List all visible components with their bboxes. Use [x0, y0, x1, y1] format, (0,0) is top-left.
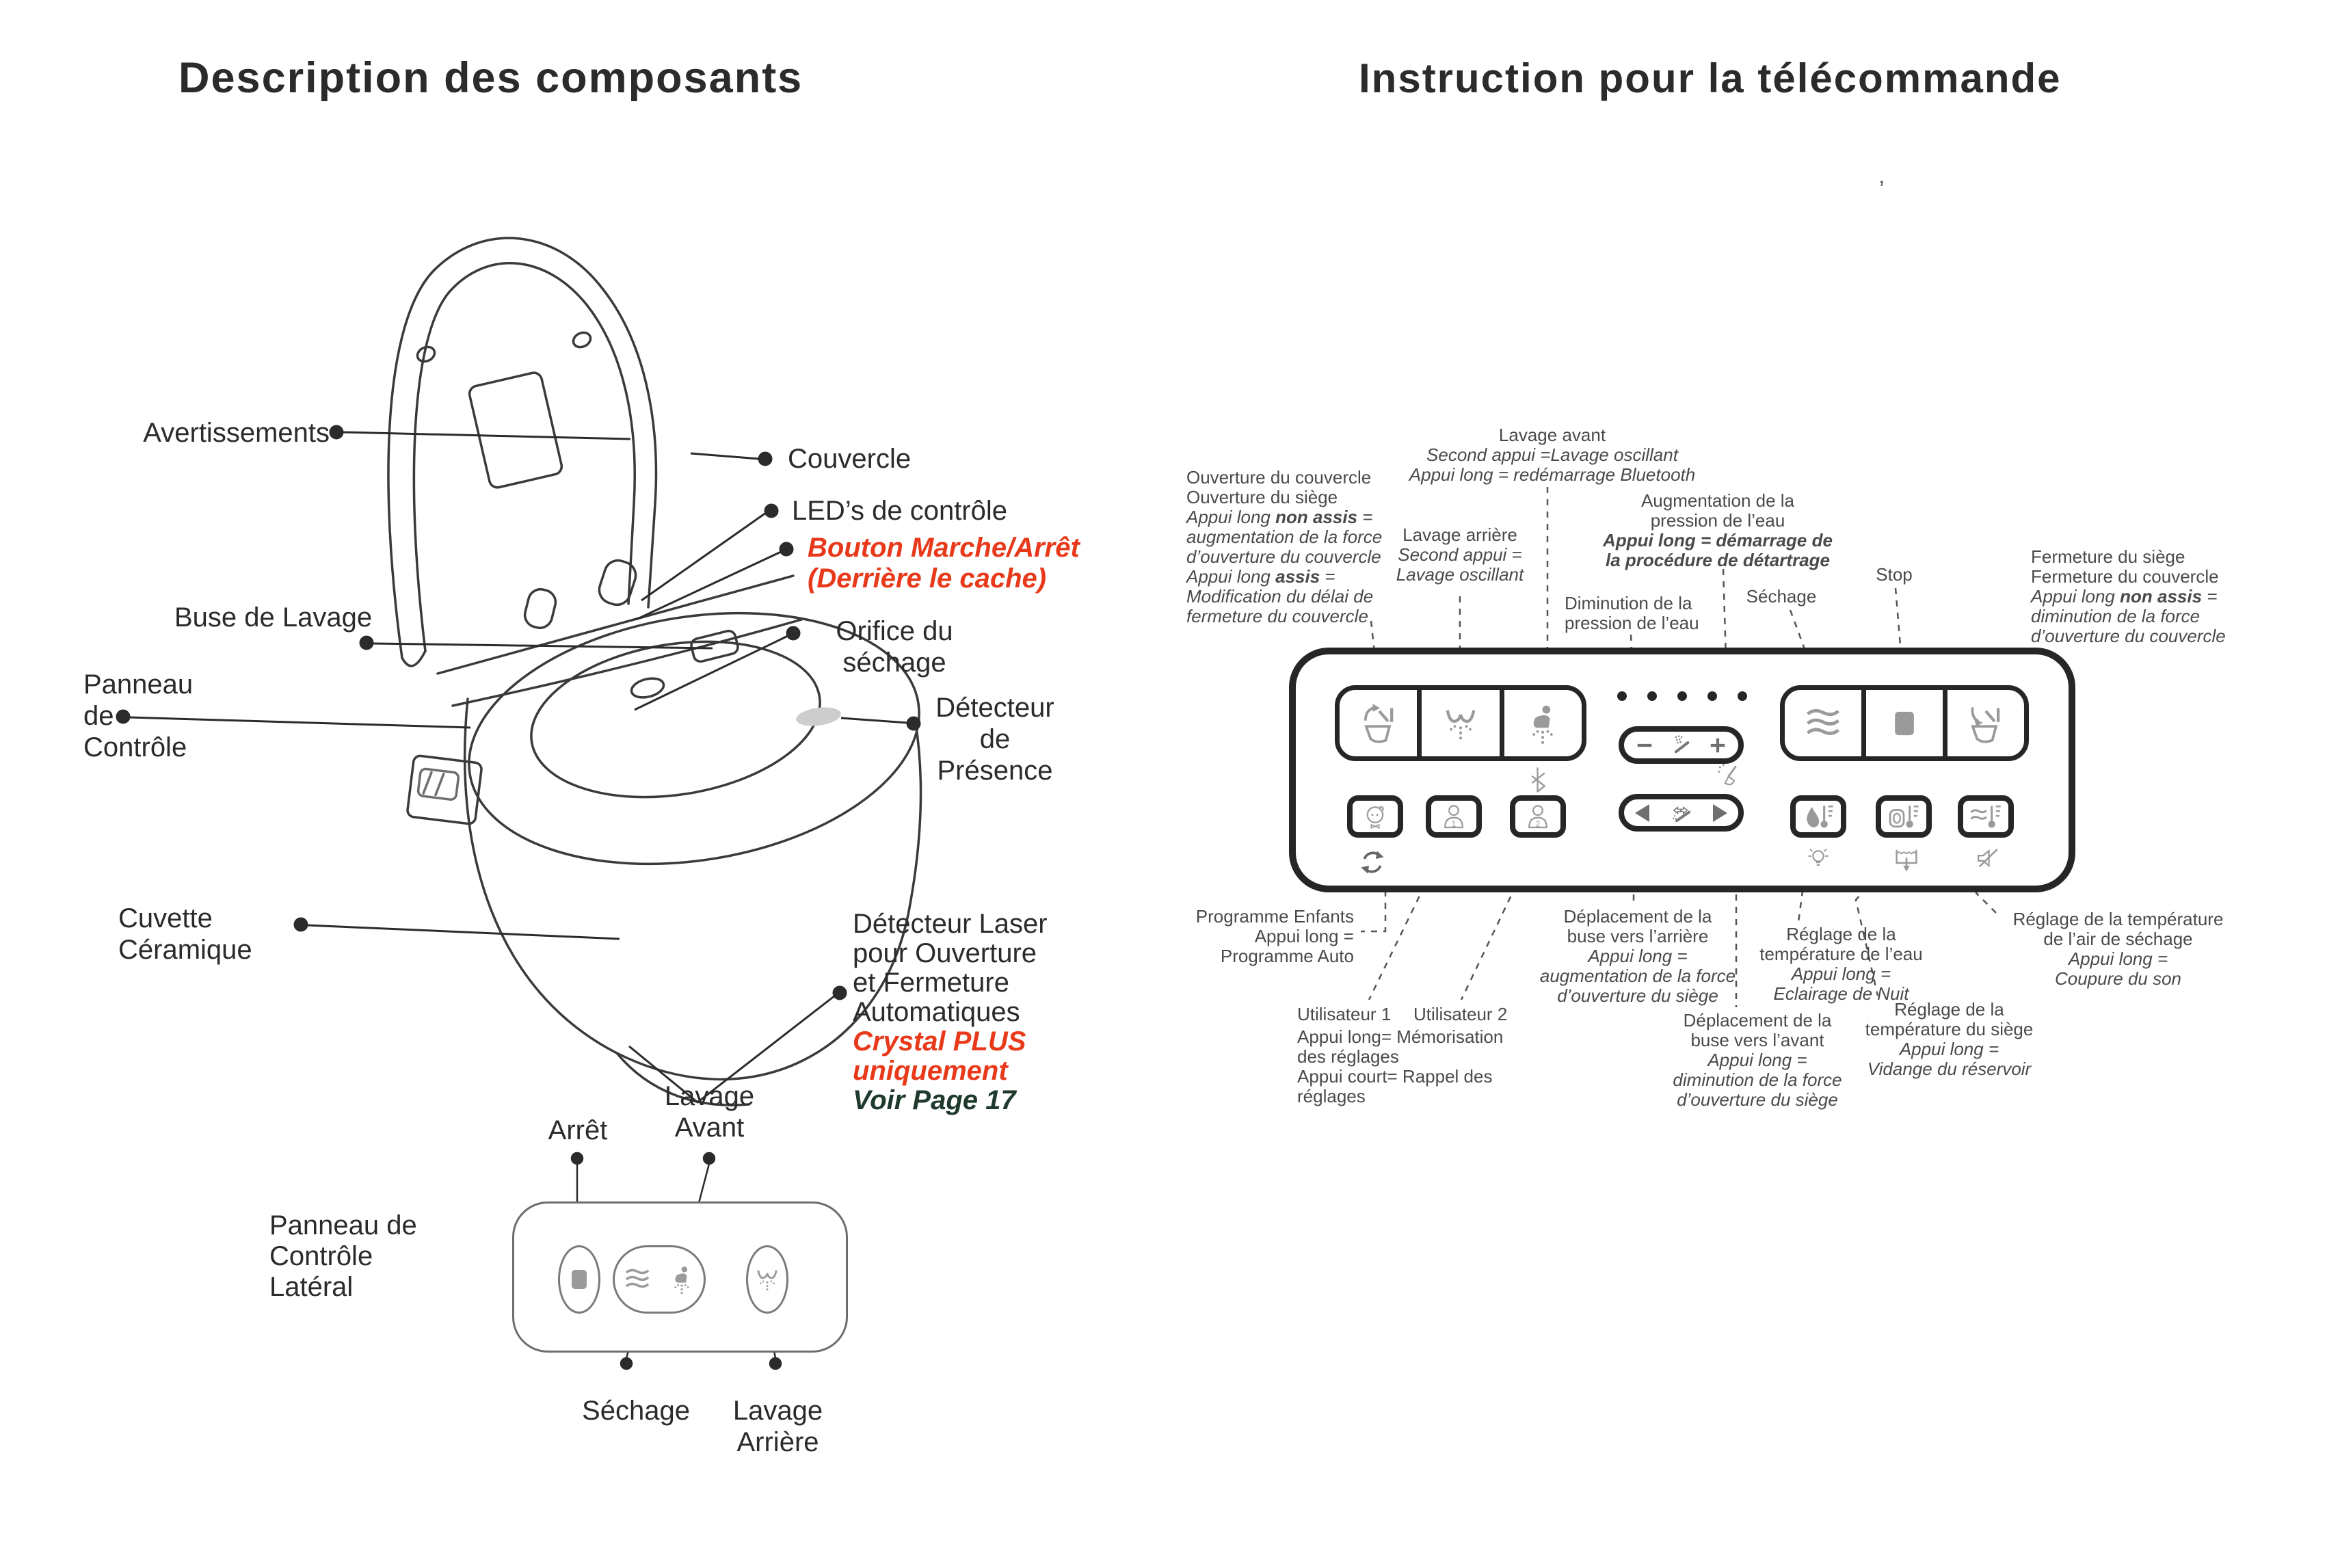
led-indicators — [1617, 691, 1747, 701]
label-cuvette-ceramique: Cuvette Céramique — [118, 903, 252, 965]
cycle-arrows-icon — [1355, 845, 1390, 879]
child-program-button[interactable] — [1347, 795, 1403, 838]
nozzle-position-control[interactable] — [1619, 794, 1744, 832]
label-diminution-pression: Diminution de la pression de l’eau — [1565, 593, 1699, 633]
label-side-lavage-avant: Lavage Avant — [664, 1081, 755, 1143]
stop-icon — [572, 1270, 587, 1289]
label-lavage-avant: Lavage avant Second appui =Lavage oscillant Appui long = redémarrage Bluetooth — [1409, 425, 1696, 485]
hinge — [596, 557, 639, 608]
stop-button[interactable] — [1861, 690, 1943, 756]
label-temperature-air: Réglage de la température de l’air de séchage Appui long = Coupure du son — [2012, 909, 2224, 989]
page-title-right: Instruction pour la télécommande — [1359, 55, 2062, 101]
label-avertissements: Avertissements — [143, 418, 330, 448]
water-pressure-control[interactable] — [1619, 726, 1744, 764]
label-ouverture-couvercle: Ouverture du couvercle Ouverture du siège Appui long non assis = augmentation de la force d’ouverture du couvercle Appui long assis = Modification du délai de fermeture du couvercle — [1186, 467, 1383, 626]
nozzle-back-arrow-icon[interactable] — [1635, 804, 1649, 822]
svg-text:1: 1 — [1451, 819, 1457, 829]
remote-panel — [1289, 648, 2075, 892]
label-panneau-controle: Panneau de Contrôle — [83, 669, 194, 762]
air-temperature-icon — [1968, 799, 2004, 834]
label-side-arret: Arrêt — [548, 1115, 608, 1145]
label-buse-avant: Déplacement de la buse vers l’avant Appui long = diminution de la force d’ouverture du siège — [1673, 1010, 1842, 1110]
lid-open-button[interactable] — [1340, 690, 1417, 756]
label-couvercle: Couvercle — [788, 444, 912, 474]
label-bouton-marche-arret: Bouton Marche/Arrêt (Derrière le cache) — [808, 533, 1080, 594]
dry-icon — [1801, 702, 1845, 745]
air-temperature-button[interactable] — [1958, 795, 2014, 838]
label-panneau-lateral: Panneau de Contrôle Latéral — [269, 1210, 417, 1302]
user-2-button[interactable] — [1510, 795, 1566, 838]
label-detecteur-presence: Détecteur de Présence — [935, 693, 1054, 786]
label-programme-enfants: Programme Enfants Appui long = Programme Auto — [1195, 906, 1354, 966]
remote-group-right — [1780, 685, 2029, 761]
mute-icon — [1972, 842, 2004, 874]
callout-lines-left — [117, 426, 920, 1102]
side-wash-dry-button[interactable] — [613, 1245, 706, 1314]
label-orifice-sechage: Orifice du séchage — [836, 616, 953, 678]
lid-outline — [388, 238, 656, 658]
side-control-panel-art — [407, 755, 482, 825]
seat-temperature-icon — [1886, 799, 1922, 834]
plus-icon[interactable] — [1708, 736, 1727, 755]
rear-wash-icon — [752, 1264, 782, 1294]
user-1-button[interactable] — [1426, 795, 1482, 838]
front-wash-icon — [1521, 702, 1565, 745]
label-buse-lavage: Buse de Lavage — [174, 602, 373, 633]
label-side-sechage: Séchage — [582, 1396, 690, 1426]
lid-close-icon — [1964, 702, 2008, 745]
svg-text:2: 2 — [1535, 819, 1541, 829]
child-icon — [1359, 800, 1392, 833]
lid-open-icon — [1357, 702, 1400, 745]
side-stop-button[interactable] — [558, 1245, 600, 1314]
minus-icon[interactable] — [1635, 736, 1654, 755]
label-buse-arriere: Déplacement de la buse vers l’arrière Appui long = augmentation de la force d’ouverture du siège — [1539, 906, 1736, 1006]
stray-mark: ’ — [1879, 176, 1885, 202]
warning-sticker — [468, 371, 563, 489]
hinge — [522, 587, 558, 630]
bluetooth-icon — [1524, 763, 1554, 796]
front-wash-button[interactable] — [1500, 690, 1582, 756]
label-detecteur-laser: Détecteur Laser pour Ouverture et Fermeture Automatiques Crystal PLUS uniquement Voir Page 17 — [853, 909, 1048, 1115]
label-augmentation-pression: Augmentation de la pression de l’eau Appui long = démarrage de la procédure de détartrage — [1603, 490, 1833, 570]
label-side-lavage-arriere: Lavage Arrière — [732, 1396, 823, 1457]
label-sechage: Séchage — [1746, 586, 1817, 607]
water-temperature-icon — [1800, 799, 1836, 834]
label-leds: LED’s de contrôle — [792, 496, 1007, 526]
label-utilisateur-1: Utilisateur 1 — [1297, 1004, 1392, 1024]
user-1-icon — [1437, 800, 1470, 833]
label-stop: Stop — [1876, 564, 1913, 585]
nozzle-move-icon — [1667, 799, 1696, 827]
nozzle-forward-arrow-icon[interactable] — [1713, 804, 1727, 822]
label-lavage-arriere: Lavage arrière Second appui = Lavage oscillant — [1396, 524, 1524, 585]
front-wash-icon — [666, 1264, 697, 1295]
label-fermeture-siege: Fermeture du siège Fermeture du couvercle Appui long non assis = diminution de la force d’ouverture du couvercle — [2031, 546, 2226, 646]
spray-pressure-icon — [1668, 732, 1695, 759]
user-2-icon — [1521, 800, 1554, 833]
descale-brush-icon — [1711, 760, 1745, 795]
dry-icon — [622, 1264, 653, 1295]
lid-close-button[interactable] — [1943, 690, 2024, 756]
wash-nozzle — [690, 630, 739, 663]
label-utilisateur-2: Utilisateur 2 — [1413, 1004, 1508, 1024]
remote-group-left — [1335, 685, 1586, 761]
label-temperature-eau: Réglage de la température de l’eau Appui long = Eclairage de Nuit — [1759, 924, 1923, 1004]
label-temperature-siege: Réglage de la température du siège Appui long = Vidange du réservoir — [1865, 999, 2034, 1079]
presence-sensor — [795, 705, 842, 729]
bulb-icon — [1803, 842, 1834, 874]
tank-drain-icon — [1890, 841, 1923, 874]
side-rear-wash-button[interactable] — [746, 1245, 788, 1314]
water-temperature-button[interactable] — [1790, 795, 1846, 838]
dry-button[interactable] — [1785, 690, 1861, 756]
page-title-left: Description des composants — [178, 54, 803, 102]
seat-temperature-button[interactable] — [1876, 795, 1932, 838]
rear-wash-icon — [1439, 702, 1483, 745]
rear-wash-button[interactable] — [1417, 690, 1499, 756]
stop-icon — [1883, 702, 1926, 745]
label-utilisateurs-detail: Appui long= Mémorisation des réglages Appui court= Rappel des réglages — [1297, 1026, 1504, 1106]
